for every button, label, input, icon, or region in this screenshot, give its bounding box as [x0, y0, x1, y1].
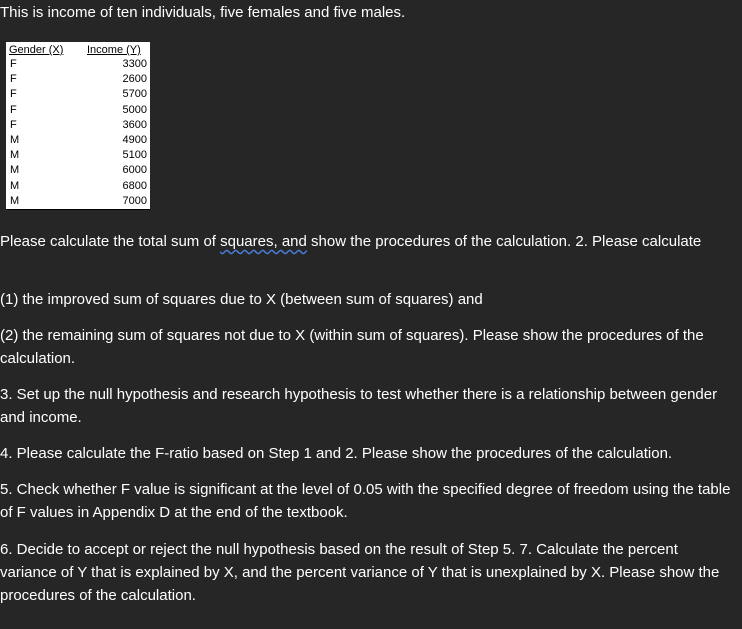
table-row — [6, 118, 150, 133]
income-cell: 3300 — [122, 58, 147, 70]
table-row — [6, 179, 150, 194]
gender-cell: M — [10, 194, 20, 207]
table-row — [6, 87, 150, 102]
question-3: 3. Set up the null hypothesis and research hypothesis to test whether there is a relationship between gender and income. — [0, 386, 718, 426]
gender-cell: F — [10, 88, 17, 101]
header-income: Income (Y) — [87, 44, 141, 56]
question-2a: (1) the improved sum of squares due to X (between sum of squares) and — [0, 291, 483, 308]
data-table — [6, 42, 150, 210]
intro-text: This is income of ten individuals, five females and five males. — [0, 4, 406, 21]
gender-cell: F — [10, 58, 17, 70]
income-cell: 5000 — [122, 103, 147, 116]
question-4: 4. Please calculate the F-ratio based on Step 1 and 2. Please show the procedures of the calculation. — [0, 445, 673, 462]
table-row — [6, 72, 150, 87]
income-cell: 6800 — [122, 179, 147, 192]
table-row — [6, 103, 150, 118]
table-row — [6, 194, 150, 209]
gender-cell: M — [10, 133, 20, 146]
income-cell: 4900 — [122, 133, 147, 146]
income-cell: 3600 — [122, 118, 147, 131]
question-6-7: 6. Decide to accept or reject the null hypothesis based on the result of Step 5. 7. Calculate the percent variance of Y that is explained by X, and the percent variance of Y that is unexplained by X. Please show the procedures of the calculation. — [0, 541, 720, 604]
gender-cell: F — [10, 118, 17, 131]
table-row — [6, 57, 150, 72]
question-5: 5. Check whether F value is significant at the level of 0.05 with the specified degree of freedom using the table of F values in Appendix D at the end of the textbook. — [0, 481, 731, 521]
table-bottom-border — [6, 209, 150, 210]
table-row — [6, 133, 150, 148]
table-row — [6, 148, 150, 163]
question-1-start: Please calculate the total sum of — [0, 233, 221, 250]
income-cell: 5700 — [122, 88, 147, 101]
table-row — [6, 163, 150, 178]
question-1-underlined: squares, and — [220, 233, 307, 250]
gender-cell: M — [10, 164, 20, 177]
table-rows — [6, 57, 150, 209]
header-gender: Gender (X) — [9, 44, 64, 56]
question-2b: (2) the remaining sum of squares not due to X (within sum of squares). Please show the procedures of the calculation. — [0, 327, 704, 367]
gender-cell: F — [10, 73, 17, 86]
income-cell: 7000 — [122, 194, 147, 207]
income-cell: 6000 — [122, 164, 147, 177]
income-cell: 5100 — [122, 149, 147, 162]
income-cell: 2600 — [122, 73, 147, 86]
gender-cell: M — [10, 149, 20, 162]
gender-cell: M — [10, 179, 20, 192]
gender-cell: F — [10, 103, 17, 116]
question-1 — [0, 230, 738, 253]
question-1-end: show the procedures of the calculation. 2. Please calculate — [306, 233, 702, 250]
